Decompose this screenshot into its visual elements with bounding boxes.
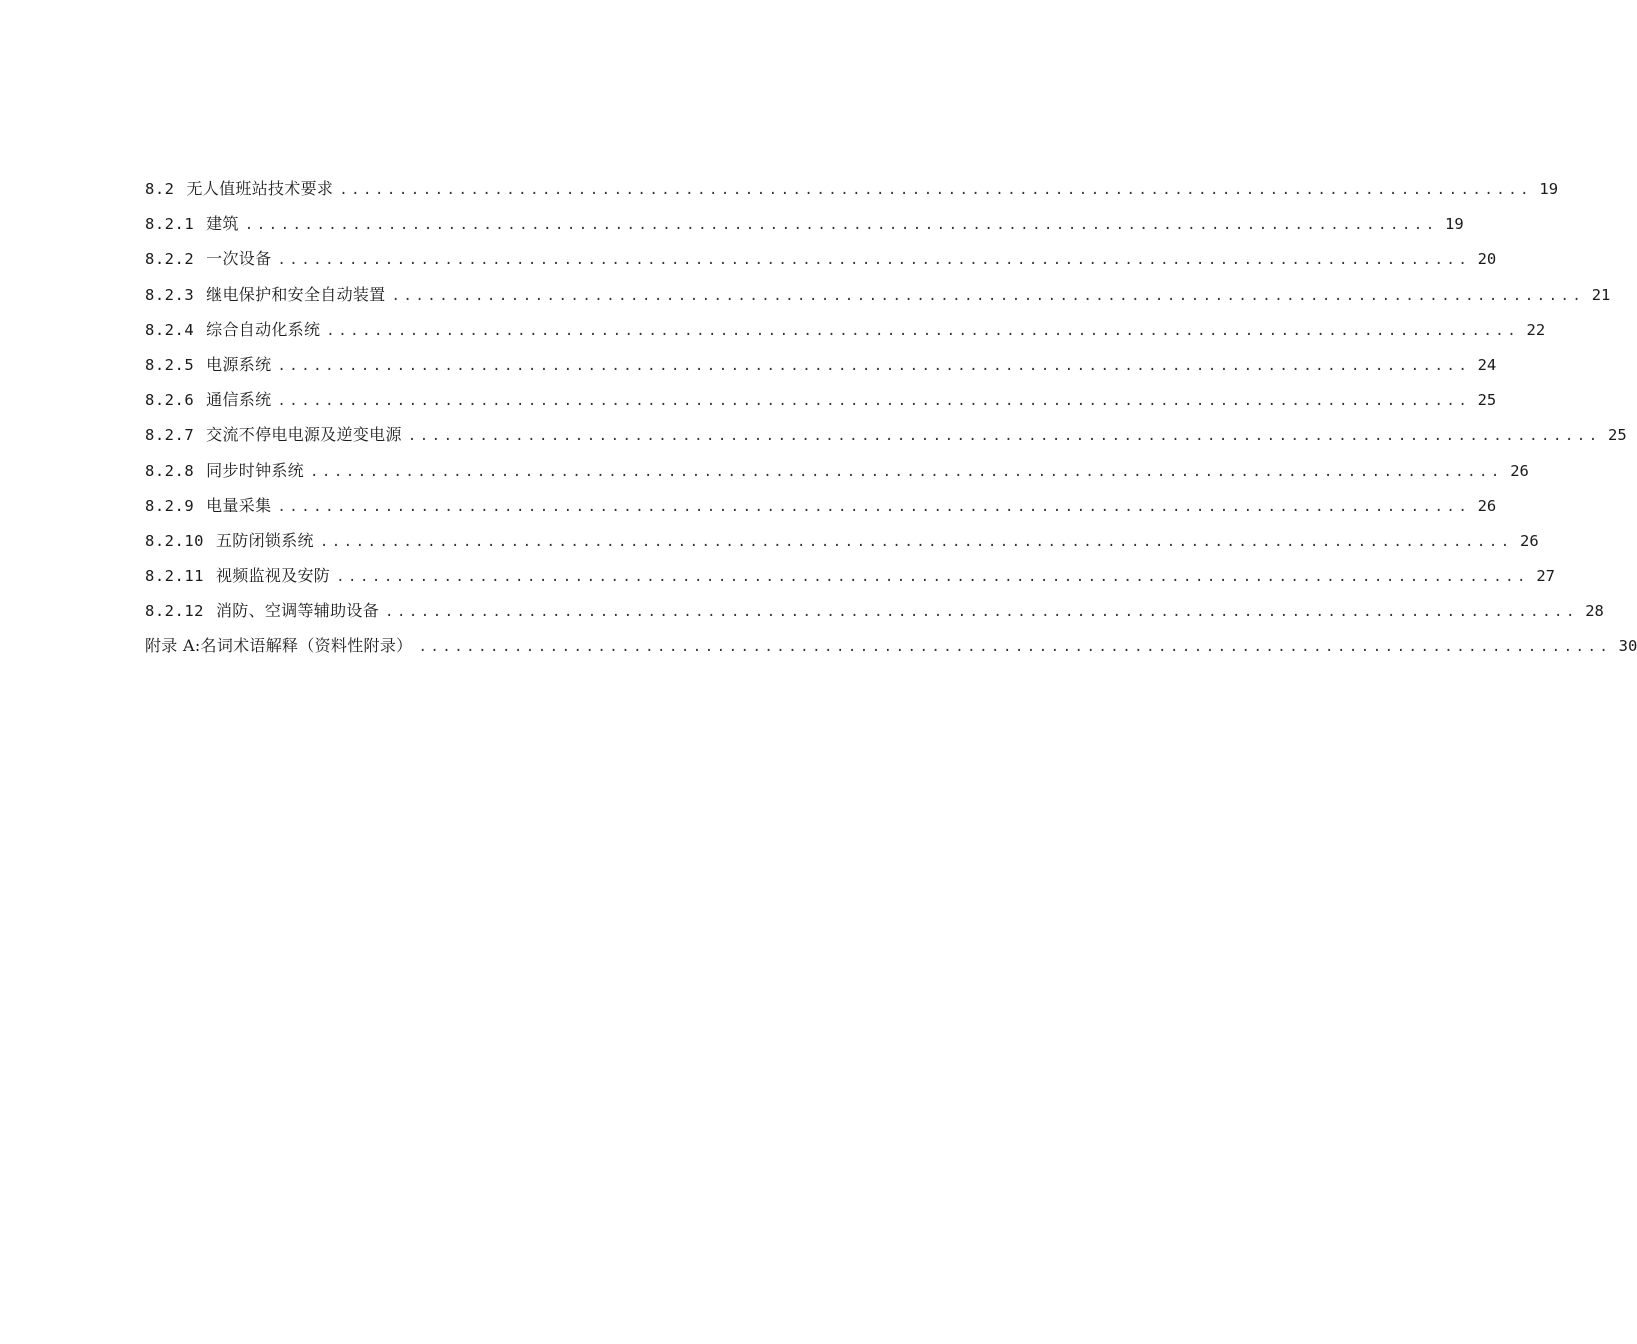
toc-entry-number: 8.2.3	[145, 285, 195, 304]
table-of-contents	[145, 171, 1637, 664]
toc-entry[interactable]	[145, 593, 1604, 628]
toc-entry-title: 电源系统	[206, 354, 272, 374]
toc-entry-number: 附录 A:	[145, 636, 201, 656]
toc-entry-page: 25	[1477, 391, 1497, 410]
toc-entry[interactable]	[145, 488, 1497, 523]
toc-entry-title: 电量采集	[206, 495, 272, 515]
toc-entry-title: 五防闭锁系统	[216, 530, 314, 550]
toc-entry-page: 19	[1444, 215, 1464, 234]
toc-dot-leader: ....................................................................................................	[277, 357, 1471, 374]
toc-entry-page: 27	[1536, 567, 1555, 586]
toc-dot-leader: ....................................................................................................	[244, 217, 1438, 234]
toc-entry-number: 8.2	[145, 180, 175, 198]
toc-dot-leader: ....................................................................................................	[309, 463, 1503, 480]
toc-entry-number: 8.2.6	[145, 391, 195, 410]
toc-entry-number: 8.2.11	[145, 567, 204, 586]
toc-entry-page: 24	[1477, 355, 1497, 374]
toc-entry-title: 通信系统	[206, 390, 272, 410]
toc-entry[interactable]	[145, 171, 1559, 206]
toc-dot-leader: ....................................................................................................	[385, 604, 1578, 621]
toc-entry-page: 26	[1477, 496, 1497, 515]
toc-entry-number: 8.2.9	[145, 496, 195, 515]
toc-entry[interactable]	[145, 453, 1529, 488]
toc-entry-page: 26	[1520, 531, 1539, 550]
toc-entry-number: 8.2.8	[145, 461, 195, 480]
toc-entry-title: 消防、空调等辅助设备	[216, 601, 380, 621]
toc-entry[interactable]	[145, 558, 1555, 593]
toc-entry-page: 22	[1526, 320, 1546, 339]
toc-entry-page: 28	[1585, 602, 1604, 621]
toc-dot-leader: ....................................................................................................	[339, 182, 1533, 198]
toc-entry-title: 名词术语解释（资料性附录）	[200, 636, 413, 656]
toc-dot-leader: ....................................................................................................	[319, 533, 1513, 550]
toc-entry-title: 一次设备	[206, 249, 272, 269]
toc-dot-leader: ....................................................................................................	[277, 252, 1471, 269]
toc-entry[interactable]	[145, 523, 1539, 558]
toc-dot-leader: ....................................................................................................	[277, 393, 1471, 410]
toc-entry-number: 8.2.1	[145, 215, 195, 234]
toc-entry[interactable]	[145, 382, 1497, 417]
toc-entry-page: 26	[1510, 461, 1529, 480]
toc-entry-title: 视频监视及安防	[216, 566, 331, 586]
toc-entry-number: 8.2.5	[145, 355, 195, 374]
toc-entry-page: 19	[1539, 180, 1559, 198]
toc-entry-appendix[interactable]	[145, 628, 1637, 663]
toc-entry-number: 8.2.10	[145, 531, 204, 550]
toc-dot-leader: ....................................................................................................	[407, 428, 1601, 445]
toc-entry[interactable]	[145, 347, 1497, 382]
toc-entry-number: 8.2.12	[145, 602, 204, 621]
toc-entry-title: 综合自动化系统	[206, 319, 321, 339]
toc-entry-title: 无人值班站技术要求	[186, 179, 334, 198]
toc-entry[interactable]	[145, 417, 1627, 452]
toc-entry-page: 25	[1607, 426, 1627, 445]
toc-entry-page: 20	[1477, 250, 1497, 269]
toc-dot-leader: ....................................................................................................	[391, 287, 1585, 304]
toc-entry-page: 21	[1591, 285, 1611, 304]
toc-entry-number: 8.2.2	[145, 250, 195, 269]
toc-entry[interactable]	[145, 312, 1546, 347]
toc-dot-leader: ....................................................................................................	[336, 569, 1529, 586]
toc-entry-title: 继电保护和安全自动装置	[206, 284, 386, 304]
toc-entry[interactable]	[145, 206, 1464, 241]
toc-entry-number: 8.2.7	[145, 426, 195, 445]
toc-entry[interactable]	[145, 277, 1611, 312]
toc-entry-page: 30	[1618, 637, 1637, 656]
toc-dot-leader: ....................................................................................................	[418, 639, 1612, 656]
toc-dot-leader: ....................................................................................................	[326, 322, 1520, 339]
toc-entry-title: 同步时钟系统	[206, 460, 304, 480]
toc-entry[interactable]	[145, 241, 1497, 276]
toc-entry-title: 建筑	[206, 214, 239, 234]
toc-dot-leader: ....................................................................................................	[277, 498, 1471, 515]
toc-entry-number: 8.2.4	[145, 320, 195, 339]
toc-entry-title: 交流不停电电源及逆变电源	[206, 425, 402, 445]
